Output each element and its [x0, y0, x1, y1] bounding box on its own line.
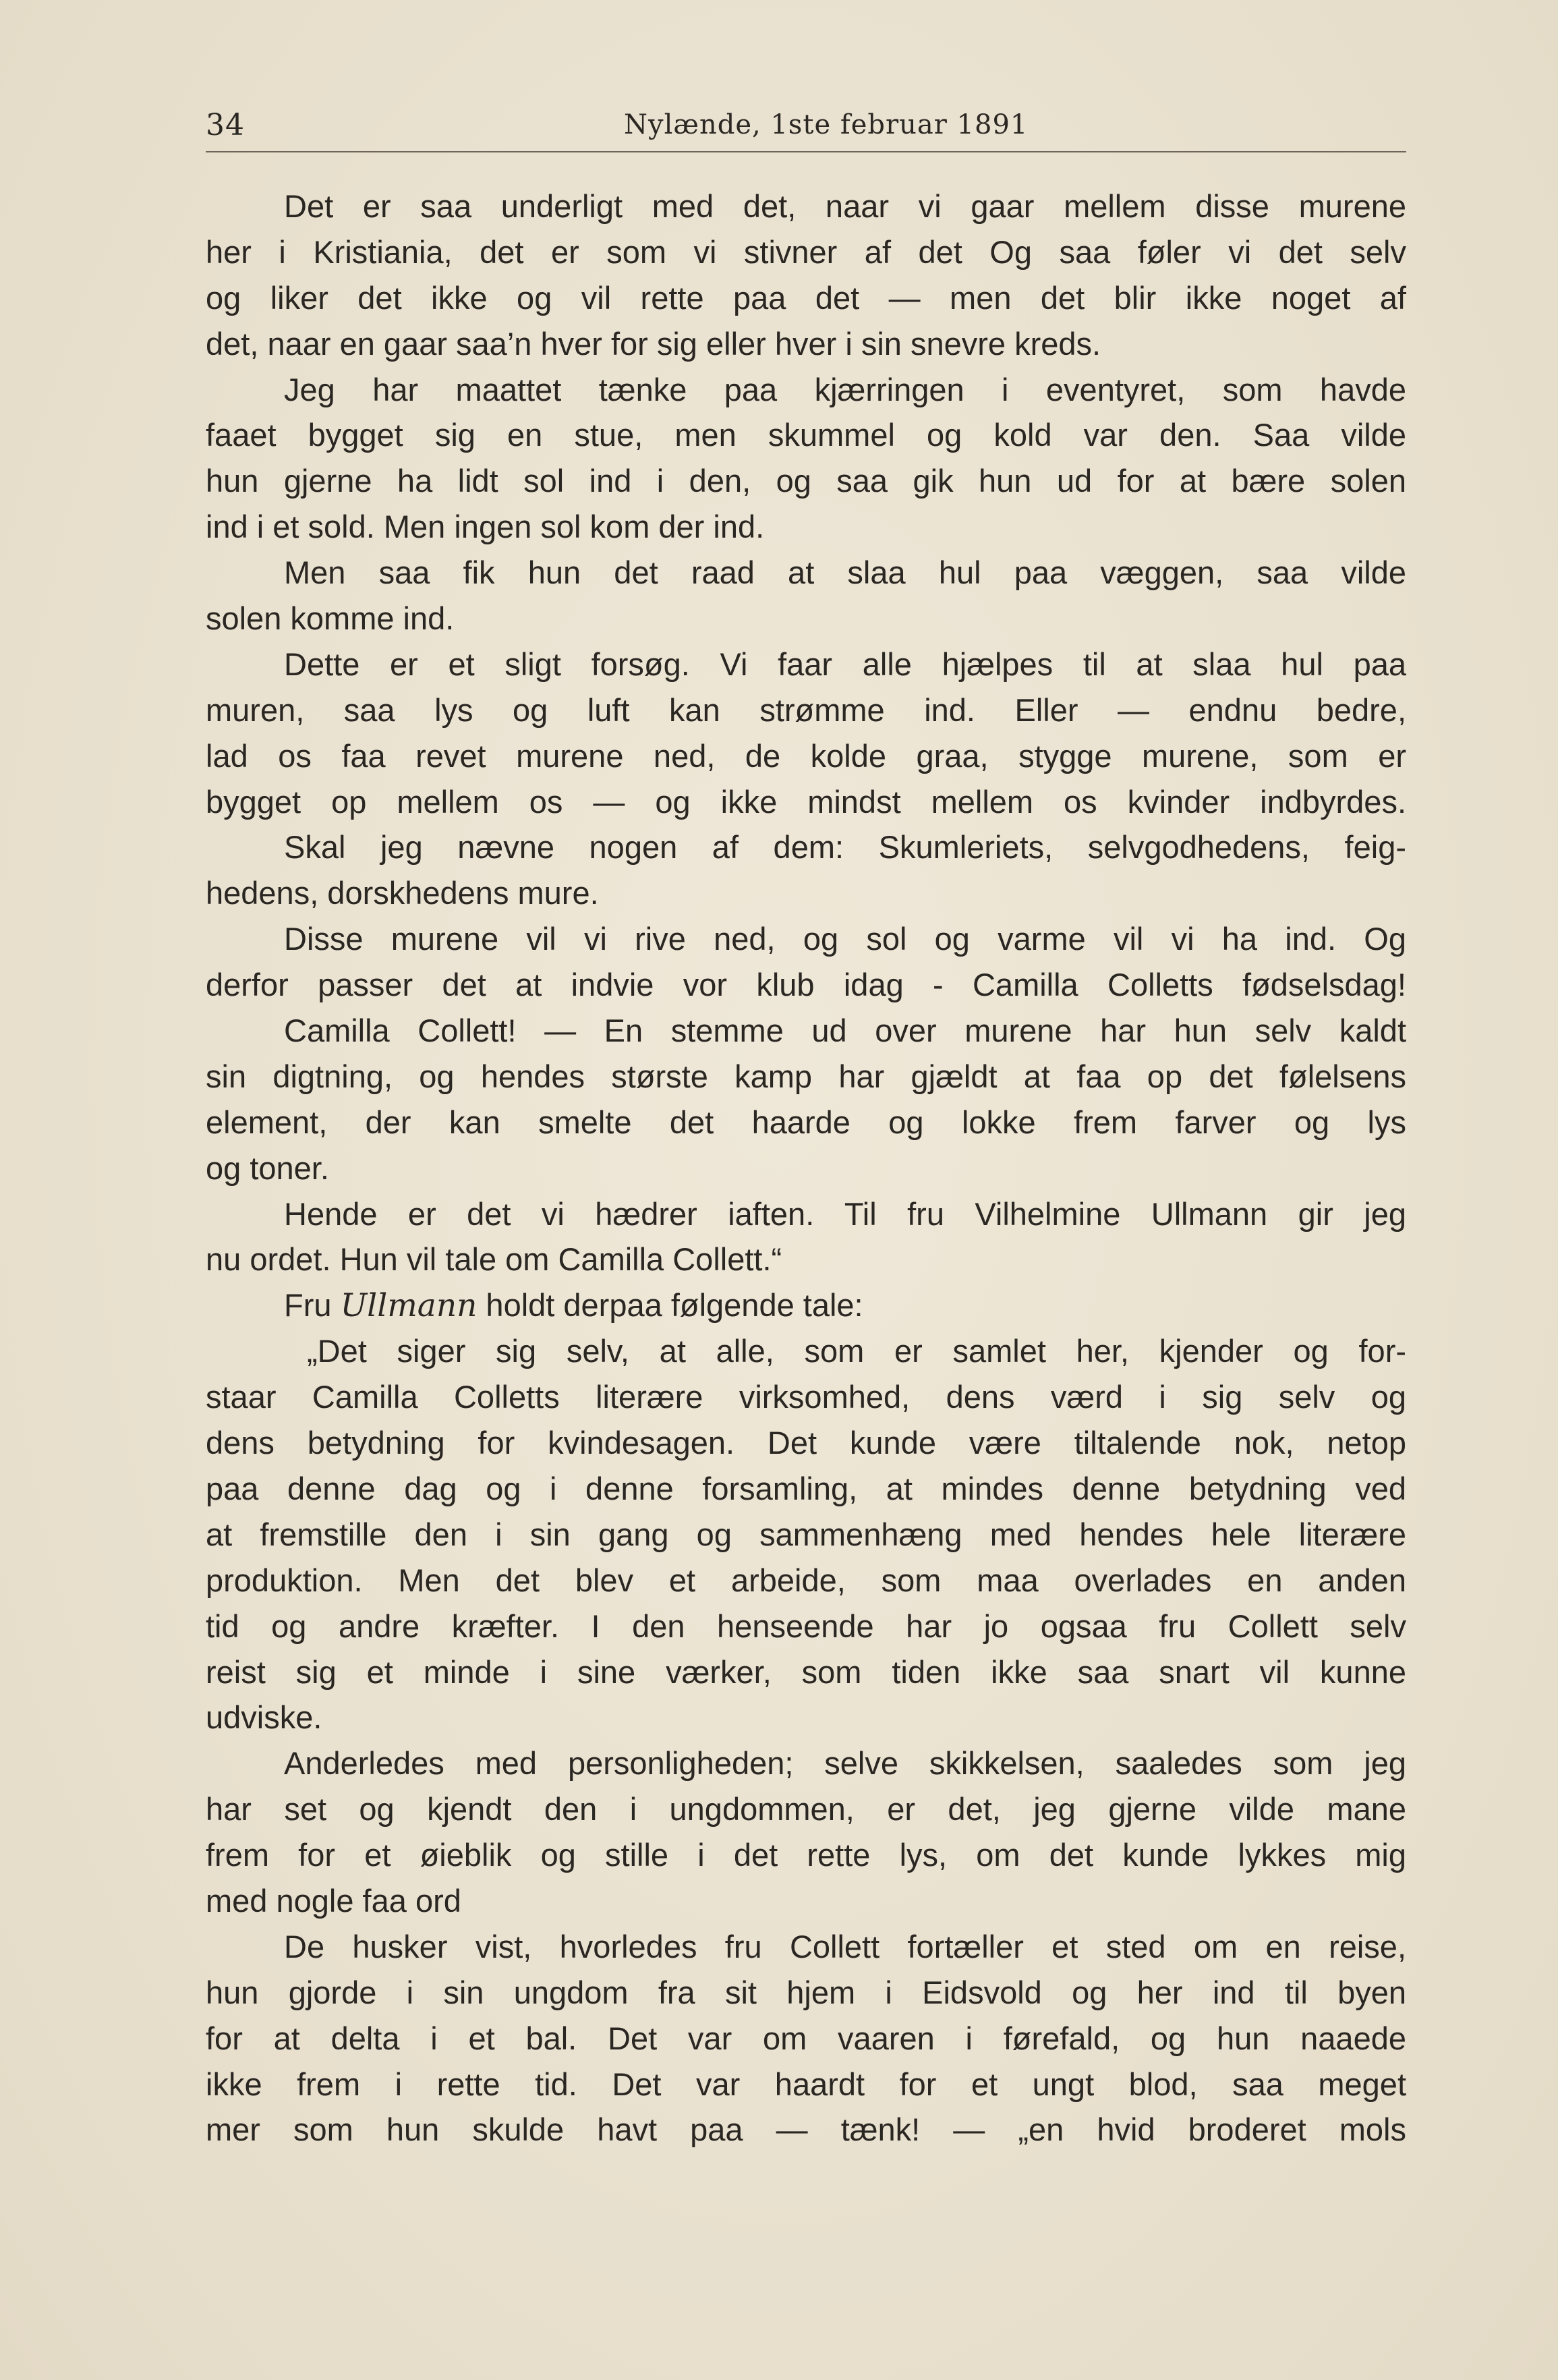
- text-line: Jeg har maattet tænke paa kjærringen i eventyret, som havde: [284, 371, 1406, 407]
- text-line: Dette er et sligt forsøg. Vi faar alle hjælpes til at slaa hul paa: [284, 646, 1406, 682]
- italic-name: Ullmann: [340, 1287, 478, 1325]
- text-line: Skal jeg nævne nogen af dem: Skumleriets, selvgodhedens, feig-: [284, 829, 1406, 866]
- text-line: hun gjorde i sin ungdom fra sit hjem i Eidsvold og her ind til byen: [206, 1974, 1406, 2010]
- text-line: faaet bygget sig en stue, men skummel og kold var den. Saa vilde: [206, 417, 1406, 453]
- text-line: ind i et sold. Men ingen sol kom der ind.: [206, 509, 765, 545]
- text-line: dens betydning for kvindesagen. Det kunde være tiltalende nok, netop: [206, 1425, 1406, 1461]
- text-line: reist sig et minde i sine værker, som tiden ikke saa snart vil kunne: [206, 1653, 1406, 1690]
- text-line: at fremstille den i sin gang og sammenhæng med hendes hele literære: [206, 1516, 1406, 1552]
- text-line: lad os faa revet murene ned, de kolde graa, stygge murene, som er: [206, 737, 1406, 774]
- page-header: [206, 101, 1406, 155]
- text-line: staar Camilla Colletts literære virksomhed, dens værd i sig selv og: [206, 1379, 1406, 1415]
- text-line: „Det siger sig selv, at alle, som er samlet her, kjender og for-: [307, 1333, 1406, 1369]
- page-number: 34: [206, 108, 245, 142]
- text-line: Men saa fik hun det raad at slaa hul paa væggen, saa vilde: [284, 555, 1406, 591]
- body-text: [206, 183, 1406, 2153]
- text-line: sin digtning, og hendes største kamp har gjældt at faa op det følelsens: [206, 1058, 1406, 1094]
- text-line: mer som hun skulde havt paa — tænk! — „en hvid broderet mols: [206, 2112, 1406, 2148]
- text-line: ikke frem i rette tid. Det var haardt for et ungt blod, saa meget: [206, 2066, 1406, 2102]
- text-line: De husker vist, hvorledes fru Collett fortæller et sted om en reise,: [284, 1928, 1406, 1964]
- text-line: Disse murene vil vi rive ned, og sol og varme vil vi ha ind. Og: [284, 921, 1406, 957]
- text-line: det, naar en gaar saa’n hver for sig eller hver i sin snevre kreds.: [206, 325, 1101, 362]
- text-line: derfor passer det at indvie vor klub idag - Camilla Colletts fødselsdag!: [206, 967, 1406, 1003]
- text-line: her i Kristiania, det er som vi stivner af det Og saa føler vi det selv: [206, 233, 1406, 270]
- header-rule: [206, 151, 1406, 152]
- text-line: Hende er det vi hædrer iaften. Til fru Vilhelmine Ullmann gir jeg: [284, 1195, 1406, 1232]
- text-line: Det er saa underligt med det, naar vi gaar mellem disse murene: [284, 188, 1406, 224]
- text-line: bygget op mellem os — og ikke mindst mellem os kvinder indbyrdes.: [206, 783, 1406, 820]
- text-line: hedens, dorskhedens mure.: [206, 875, 599, 911]
- text-line: hun gjerne ha lidt sol ind i den, og saa gik hun ud for at bære solen: [206, 463, 1406, 499]
- text-line: solen komme ind.: [206, 600, 455, 637]
- text-line: og toner.: [206, 1150, 329, 1186]
- text-line: Anderledes med personligheden; selve skikkelsen, saaledes som jeg: [284, 1745, 1406, 1782]
- text-line: Fru Ullmann holdt derpaa følgende tale:: [284, 1287, 863, 1325]
- text-line: for at delta i et bal. Det var om vaaren i førefald, og hun naaede: [206, 2020, 1406, 2056]
- text-line: muren, saa lys og luft kan strømme ind. Eller — endnu bedre,: [206, 691, 1406, 728]
- text-line: tid og andre kræfter. I den henseende har jo ogsaa fru Collett selv: [206, 1608, 1406, 1644]
- text-line: har set og kjendt den i ungdommen, er det, jeg gjerne vilde mane: [206, 1791, 1406, 1828]
- text-line: produktion. Men det blev et arbeide, som maa overlades en anden: [206, 1562, 1406, 1598]
- text-line: med nogle faa ord: [206, 1882, 461, 1919]
- text-line: nu ordet. Hun vil tale om Camilla Collett.“: [206, 1241, 782, 1278]
- text-line: og liker det ikke og vil rette paa det — men det blir ikke noget af: [206, 279, 1406, 316]
- running-head: Nylænde, 1ste februar 1891: [624, 109, 1029, 140]
- text-line: Camilla Collett! — En stemme ud over murene har hun selv kaldt: [284, 1013, 1406, 1049]
- text-line: paa denne dag og i denne forsamling, at mindes denne betydning ved: [206, 1470, 1406, 1506]
- text-line: element, der kan smelte det haarde og lokke frem farver og lys: [206, 1104, 1406, 1140]
- text-line: udviske.: [206, 1699, 322, 1736]
- text-line: frem for et øieblik og stille i det rette lys, om det kunde lykkes mig: [206, 1837, 1406, 1873]
